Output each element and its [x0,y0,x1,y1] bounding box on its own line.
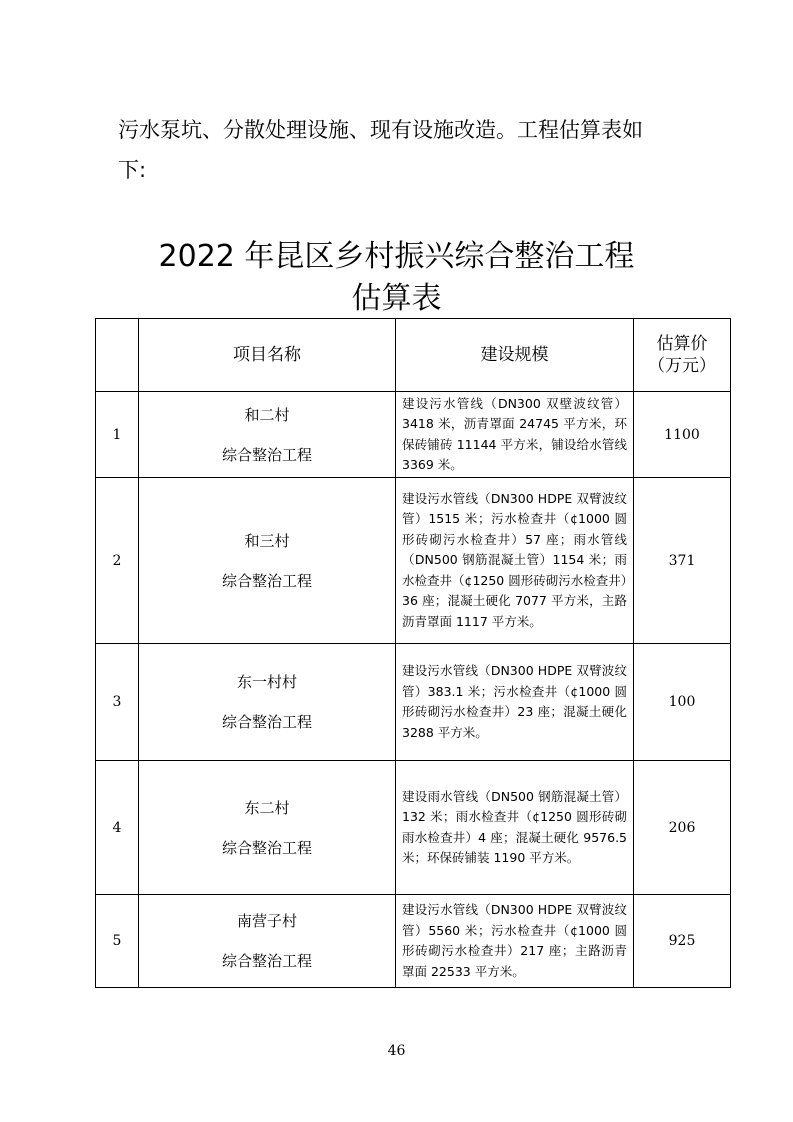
project-name-type: 综合整治工程 [221,838,312,857]
header-project-name: 项目名称 [139,319,396,392]
row-number: 5 [96,895,139,988]
row-number: 1 [96,392,139,478]
project-name-village: 南营子村 [236,912,297,930]
header-construction-scale: 建设规模 [396,319,634,392]
table-title-line-2: 估算表 [351,281,442,316]
page-number: 46 [387,1043,406,1059]
construction-scale: 建设污水管线（DN300 HDPE 双臂波纹管）383.1 米；污水检查井（¢1000 圆形砖砌污水检查井）23 座；混凝土硬化 3288 平方米。 [396,644,634,761]
table-row [96,478,731,644]
header-price-line-2: （万元） [648,356,716,376]
header-estimated-price [634,319,731,392]
intro-line-2: 下: [118,158,147,182]
project-name [139,392,396,478]
construction-scale: 建设雨水管线（DN500 钢筋混凝土管）132 米；雨水检查井（¢1250 圆形砖砌雨水检查井）4 座；混凝土硬化 9576.5 米；环保砖铺装 1190 平方米。 [396,761,634,895]
table-row [96,392,731,478]
table-title-line-1: 2022 年昆区乡村振兴综合整治工程 [158,239,635,274]
table-row [96,644,731,761]
intro-line-1: 污水泵坑、分散处理设施、现有设施改造。工程估算表如 [118,118,643,142]
estimated-price: 925 [634,895,731,988]
construction-scale: 建设污水管线（DN300 双壁波纹管）3418 米，沥青罩面 24745 平方米，环保砖铺砖 11144 平方米，铺设给水管线 3369 米。 [396,392,634,478]
construction-scale: 建设污水管线（DN300 HDPE 双臂波纹管）1515 米；污水检查井（¢1000 圆形砖砌污水检查井）57 座；雨水管线（DN500 钢筋混凝土管）1154 米；雨水检查井（¢1250 圆形砖砌污水检查井）36 座；混凝土硬化 7077 平方米，主路沥青罩面 1117 平方米。 [396,478,634,644]
row-number: 3 [96,644,139,761]
table-row [96,895,731,988]
intro-paragraph [118,110,698,190]
header-price-line-1: 估算价 [656,334,708,354]
project-name-type: 综合整治工程 [221,952,312,970]
project-name-type: 综合整治工程 [221,571,312,590]
project-name-village: 和三村 [244,531,290,550]
project-name-village: 东二村 [244,798,290,817]
row-number: 2 [96,478,139,644]
project-name-type: 综合整治工程 [221,445,312,464]
header-no [96,319,139,392]
estimated-price: 206 [634,761,731,895]
table-row [96,761,731,895]
project-name [139,761,396,895]
row-number: 4 [96,761,139,895]
project-name [139,895,396,988]
construction-scale: 建设污水管线（DN300 HDPE 双臂波纹管）5560 米；污水检查井（¢1000 圆形砖砌污水检查井）217 座；主路沥青罩面 22533 平方米。 [396,895,634,988]
table-header-row [96,319,731,392]
project-name [139,478,396,644]
estimate-table [95,318,731,988]
project-name-type: 综合整治工程 [221,713,312,731]
estimated-price: 1100 [634,392,731,478]
project-name [139,644,396,761]
estimated-price: 371 [634,478,731,644]
estimated-price: 100 [634,644,731,761]
project-name-village: 东一村村 [236,673,297,691]
project-name-village: 和二村 [244,405,290,424]
